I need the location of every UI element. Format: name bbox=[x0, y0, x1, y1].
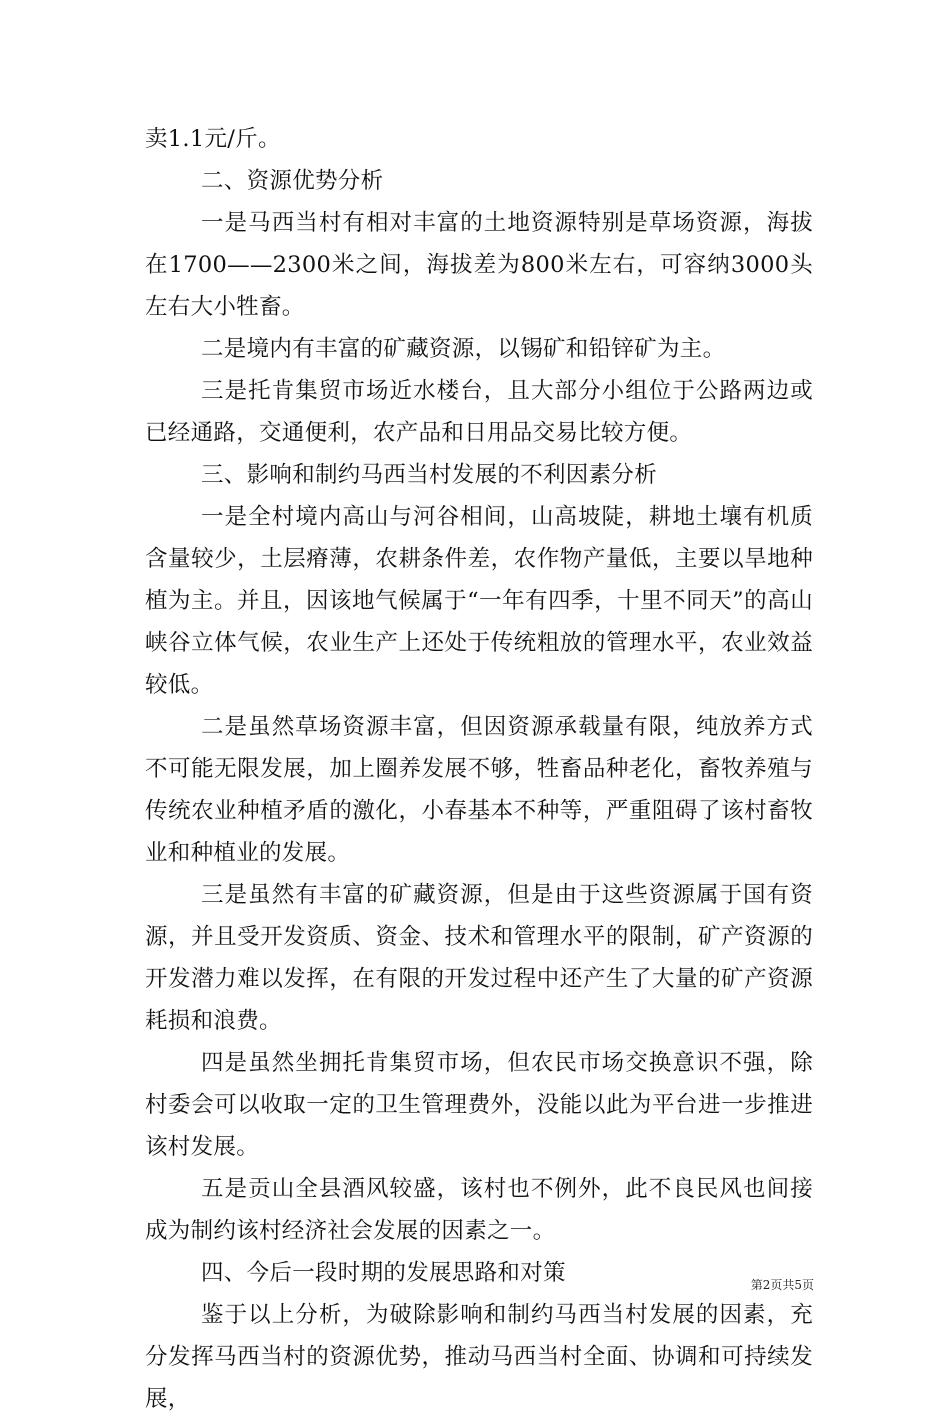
paragraph: 一是马西当村有相对丰富的土地资源特别是草场资源，海拔在1700——2300米之间，海拔差为800米左右，可容纳3000头左右大小牲畜。 bbox=[145, 210, 813, 320]
paragraph: 鉴于以上分析，为破除影响和制约马西当村发展的因素，充分发挥马西当村的资源优势，推动马西当村全面、协调和可持续发展， bbox=[145, 1302, 813, 1412]
section-heading-development-strategy: 四、今后一段时期的发展思路和对策 bbox=[201, 1260, 566, 1286]
page-number: 第2页共5页 bbox=[750, 1278, 814, 1292]
section-heading-resource-advantages: 二、资源优势分析 bbox=[201, 168, 384, 194]
paragraph: 一是全村境内高山与河谷相间，山高坡陡，耕地土壤有机质含量较少，土层瘠薄，农耕条件差，农作物产量低，主要以旱地种植为主。并且，因该地气候属于“一年有四季，十里不同天”的高山峡谷立体气候，农业生产上还处于传统粗放的管理水平，农业效益较低。 bbox=[145, 504, 813, 698]
paragraph: 五是贡山全县酒风较盛，该村也不例外，此不良民风也间接成为制约该村经济社会发展的因素之一。 bbox=[145, 1176, 813, 1244]
section-heading-unfavorable-factors: 三、影响和制约马西当村发展的不利因素分析 bbox=[201, 462, 658, 488]
paragraph-continuation: 卖1.1元/斤。 bbox=[145, 126, 281, 152]
paragraph: 三是虽然有丰富的矿藏资源，但是由于这些资源属于国有资源，并且受开发资质、资金、技术和管理水平的限制，矿产资源的开发潜力难以发挥，在有限的开发过程中还产生了大量的矿产资源耗损和浪费。 bbox=[145, 882, 813, 1034]
paragraph: 三是托肯集贸市场近水楼台，且大部分小组位于公路两边或已经通路，交通便利，农产品和日用品交易比较方便。 bbox=[145, 378, 813, 446]
paragraph: 二是虽然草场资源丰富，但因资源承载量有限，纯放养方式不可能无限发展，加上圈养发展不够，牲畜品种老化，畜牧养殖与传统农业种植矛盾的激化，小春基本不种等，严重阻碍了该村畜牧业和种植业的发展。 bbox=[145, 714, 813, 866]
paragraph: 二是境内有丰富的矿藏资源，以锡矿和铅锌矿为主。 bbox=[201, 336, 726, 362]
paragraph: 四是虽然坐拥托肯集贸市场，但农民市场交换意识不强，除村委会可以收取一定的卫生管理费外，没能以此为平台进一步推进该村发展。 bbox=[145, 1050, 813, 1160]
document-body bbox=[145, 118, 813, 1420]
